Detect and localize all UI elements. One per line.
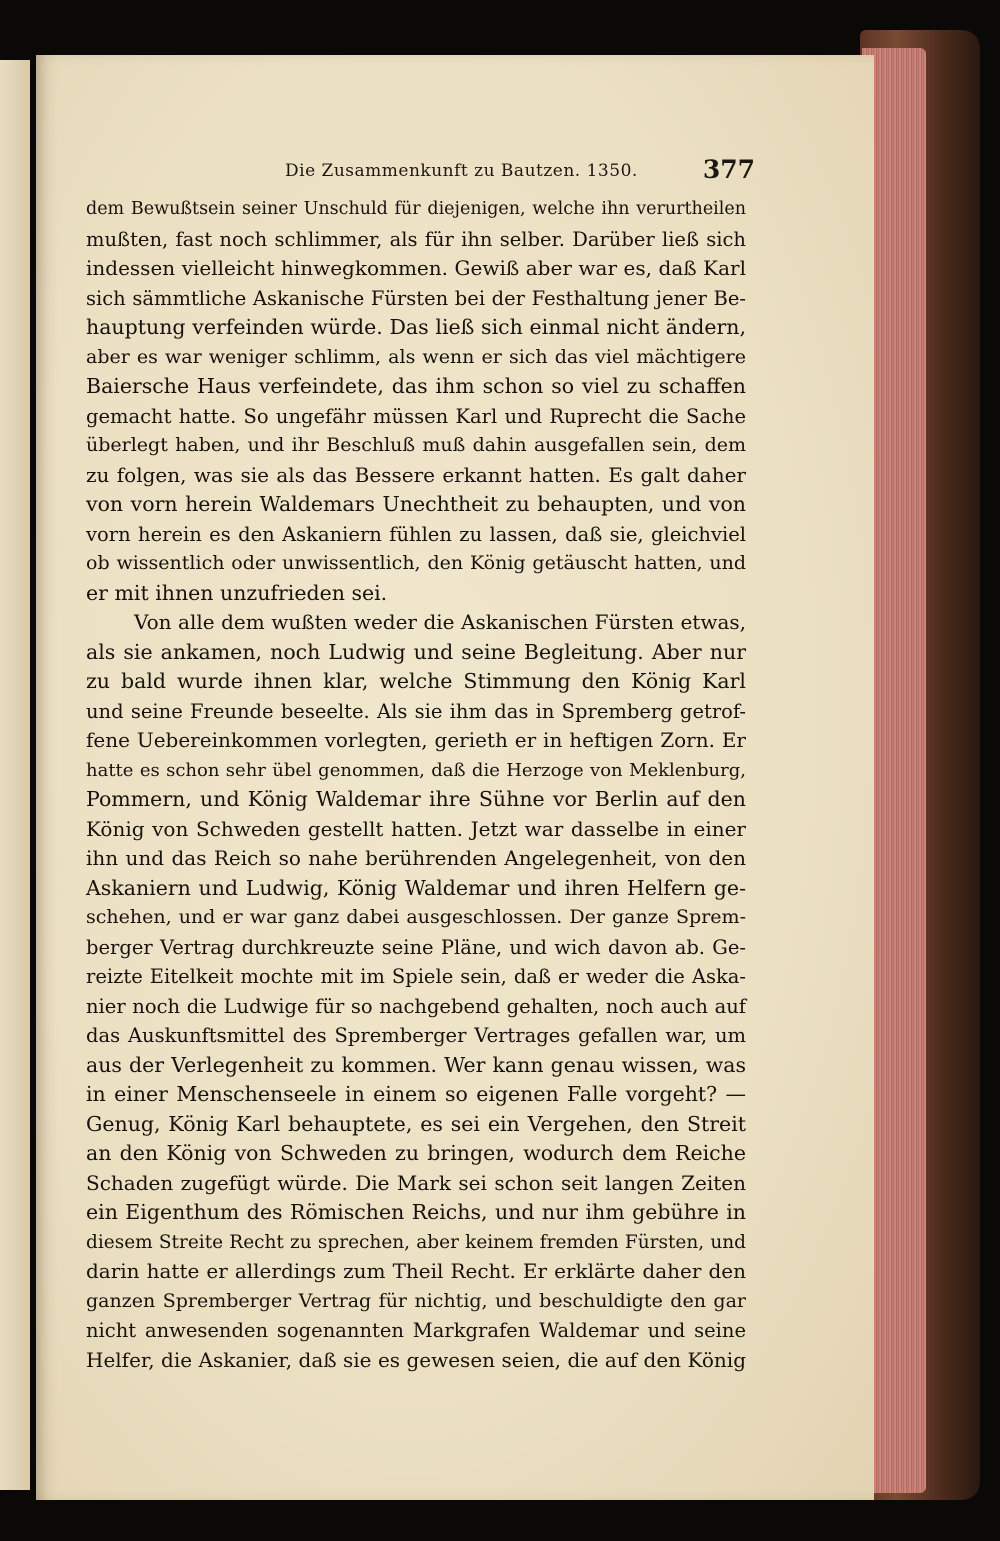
text-line: nicht anwesenden sogenannten Markgrafen Waldemar und seine [86,1319,746,1342]
text-line: Genug, König Karl behauptete, es sei ein Vergehen, den Streit [86,1111,746,1136]
text-line: aus der Verlegenheit zu kommen. Wer kann genau wissen, was [86,1052,746,1077]
page-header [245,155,755,187]
text-line: nier noch die Ludwige für so nachgebend gehalten, noch auch auf [86,994,746,1018]
text-line: dem Bewußtsein seiner Unschuld für diejenigen, welche ihn verurtheilen [86,199,746,219]
text-line: hauptung verfeinden würde. Das ließ sich einmal nicht ändern, [86,315,746,339]
text-line: überlegt haben, und ihr Beschluß muß dahin ausgefallen sein, dem [86,434,746,456]
text-line: hatte es schon sehr übel genommen, daß die Herzoge von Meklenburg, [86,759,746,781]
text-line: und seine Freunde beseelte. Als sie ihm das in Spremberg getrof- [86,699,746,723]
body-text [86,195,746,1375]
text-line: reizte Eitelkeit mochte mit im Spiele sein, daß er weder die Aska- [86,965,746,988]
text-line: Baiersche Haus verfeindete, das ihm schon so viel zu schaffen [86,374,746,398]
text-line: ihn und das Reich so nahe berührenden Angelegenheit, von den [86,846,746,870]
text-line: Helfer, die Askanier, daß sie es gewesen seien, die auf den König [86,1347,746,1372]
running-title: Die Zusammenkunft zu Bautzen. 1350. [285,161,638,181]
text-line: als sie ankamen, noch Ludwig und seine Begleitung. Aber nur [86,639,746,664]
text-line: diesem Streite Recht zu sprechen, aber keinem fremden Fürsten, und [86,1231,746,1253]
text-line: vorn herein es den Askaniern fühlen zu lassen, daß sie, gleichviel [86,522,746,546]
text-line: schehen, und er war ganz dabei ausgeschlossen. Der ganze Sprem- [86,906,746,928]
text-line: in einer Menschenseele in einem so eigenen Falle vorgeht? — [86,1082,746,1106]
text-line: darin hatte er allerdings zum Theil Recht. Er erklärte daher den [86,1259,746,1283]
text-line: mußten, fast noch schlimmer, als für ihn selber. Darüber ließ sich [86,227,746,251]
text-line: er mit ihnen unzufrieden sei. [86,580,388,605]
text-line: zu folgen, was sie als das Bessere erkannt hatten. Es galt daher [86,462,746,487]
text-line: Schaden zugefügt würde. Die Mark sei schon seit langen Zeiten [86,1170,746,1195]
facing-page-edge [0,60,30,1490]
text-line: an den König von Schweden zu bringen, wodurch dem Reiche [86,1141,746,1165]
text-line: ein Eigenthum des Römischen Reichs, und nur ihm gebühre in [86,1200,746,1224]
text-line: berger Vertrag durchkreuzte seine Pläne, und wich davon ab. Ge- [86,935,746,959]
text-line: von vorn herein Waldemars Unechtheit zu behaupten, und von [86,492,746,516]
text-line: fene Uebereinkommen vorlegten, gerieth er in heftigen Zorn. Er [86,728,746,752]
paragraph-start-line: Von alle dem wußten weder die Askanischen Fürsten etwas, [134,610,746,634]
page-number: 377 [702,155,755,184]
text-line: aber es war weniger schlimm, als wenn er sich das viel mächtigere [86,345,746,368]
text-line: gemacht hatte. So ungefähr müssen Karl und Ruprecht die Sache [86,404,746,428]
text-line: indessen vielleicht hinwegkommen. Gewiß aber war es, daß Karl [86,256,746,280]
text-line: zu bald wurde ihnen klar, welche Stimmung den König Karl [86,669,746,693]
text-line: ob wissentlich oder unwissentlich, den König getäuscht hatten, und [86,552,746,574]
text-line: König von Schweden gestellt hatten. Jetzt war dasselbe in einer [86,816,746,841]
text-line: sich sämmtliche Askanische Fürsten bei der Festhaltung jener Be- [86,286,746,310]
text-line: das Auskunftsmittel des Spremberger Vertrages gefallen war, um [86,1024,746,1047]
text-line: ganzen Spremberger Vertrag für nichtig, und beschuldigte den gar [86,1289,746,1312]
text-line: Pommern, und König Waldemar ihre Sühne vor Berlin auf den [86,787,746,811]
text-line: Askaniern und Ludwig, König Waldemar und ihren Helfern ge- [86,875,746,900]
